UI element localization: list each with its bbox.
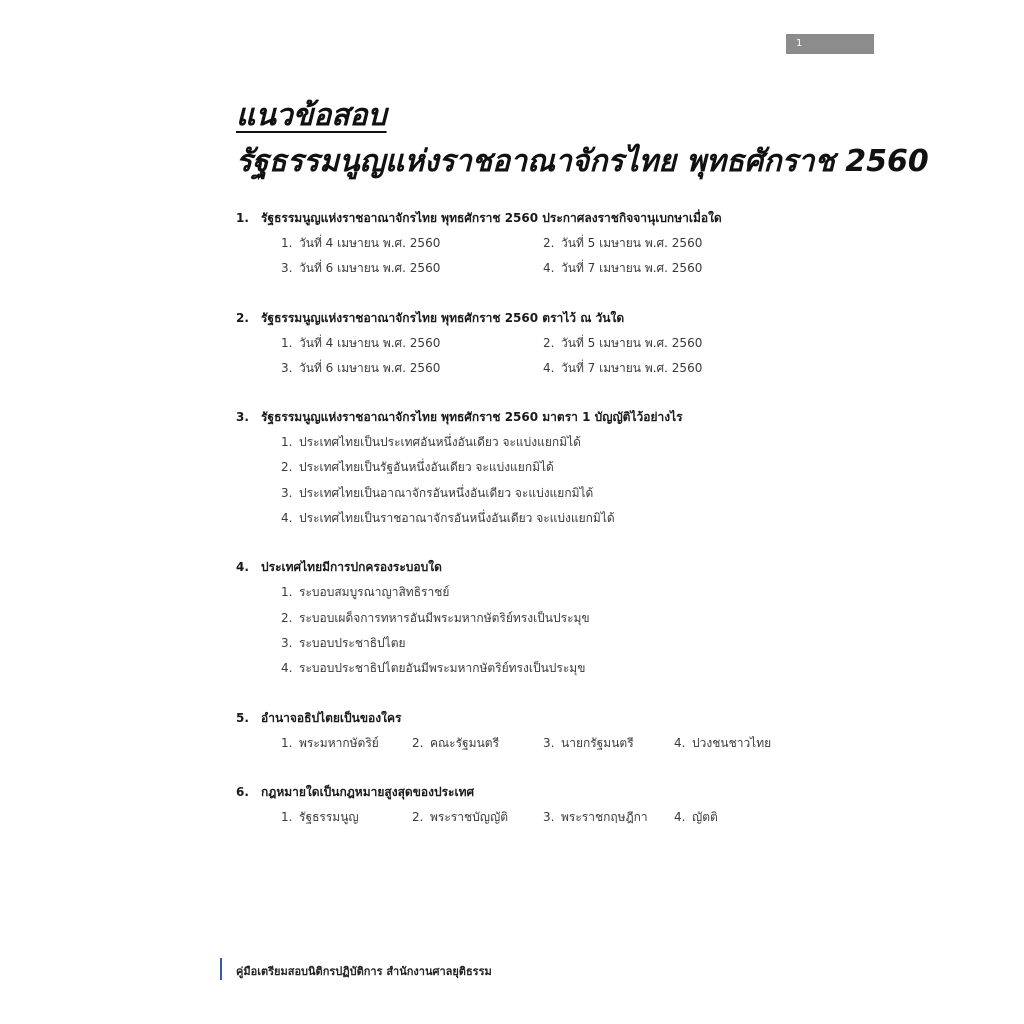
- option-number: 1.: [281, 809, 293, 824]
- option-number: 4.: [281, 511, 293, 526]
- option-number: 1.: [281, 735, 293, 750]
- question-prompt: [236, 780, 836, 805]
- option-number: 3.: [281, 360, 293, 375]
- option-text: รัฐธรรมนูญ: [299, 809, 359, 824]
- option-number: 2.: [281, 460, 293, 475]
- question-2: [236, 306, 836, 382]
- question-6: [236, 780, 836, 830]
- option-text: วันที่ 5 เมษายน พ.ศ. 2560: [561, 236, 703, 250]
- question-number: 6.: [236, 784, 249, 799]
- answer-option: [674, 731, 805, 756]
- answer-options: [236, 805, 836, 830]
- option-text: พระราชบัญญัติ: [430, 809, 508, 824]
- question-text: ประเทศไทยมีการปกครองระบอบใด: [261, 560, 442, 575]
- answer-option: [281, 606, 836, 631]
- option-text: พระมหากษัตริย์: [299, 735, 379, 750]
- question-number: 3.: [236, 410, 249, 425]
- answer-options: [236, 331, 836, 382]
- answer-option: [281, 331, 543, 356]
- answer-options: [236, 430, 836, 531]
- option-number: 2.: [412, 809, 424, 824]
- answer-option: [281, 805, 412, 830]
- option-number: 4.: [281, 661, 293, 676]
- answer-option: [543, 356, 805, 381]
- option-text: วันที่ 5 เมษายน พ.ศ. 2560: [561, 335, 703, 350]
- answer-option: [281, 506, 836, 531]
- option-text: ระบอบประชาธิปไตยอันมีพระมหากษัตริย์ทรงเป็นประมุข: [299, 661, 586, 676]
- page-number-badge: [786, 34, 874, 54]
- option-text: ญัตติ: [692, 809, 718, 824]
- option-text: ระบอบสมบูรณาญาสิทธิราชย์: [299, 585, 450, 600]
- option-text: พระราชกฤษฎีกา: [561, 809, 648, 824]
- option-text: ปวงชนชาวไทย: [692, 735, 772, 750]
- footer-accent-bar: [220, 958, 222, 980]
- option-number: 2.: [412, 735, 424, 750]
- option-text: วันที่ 4 เมษายน พ.ศ. 2560: [299, 236, 441, 250]
- option-text: ประเทศไทยเป็นราชอาณาจักรอันหนึ่งอันเดียว จะแบ่งแยกมิได้: [299, 511, 615, 526]
- question-prompt: [236, 306, 836, 331]
- question-number: 4.: [236, 560, 249, 575]
- option-number: 3.: [543, 735, 555, 750]
- answer-option: [543, 256, 805, 281]
- option-text: ประเทศไทยเป็นประเทศอันหนึ่งอันเดียว จะแบ่งแยกมิได้: [299, 435, 581, 450]
- option-text: วันที่ 4 เมษายน พ.ศ. 2560: [299, 335, 441, 350]
- answer-option: [412, 805, 543, 830]
- answer-option: [281, 430, 836, 455]
- answer-option: [281, 256, 543, 281]
- answer-option: [281, 231, 543, 256]
- answer-option: [281, 631, 836, 656]
- option-number: 2.: [281, 610, 293, 625]
- question-4: [236, 555, 836, 681]
- option-number: 1.: [281, 585, 293, 600]
- question-text: อำนาจอธิปไตยเป็นของใคร: [261, 710, 402, 725]
- option-number: 1.: [281, 236, 293, 250]
- option-number: 4.: [674, 809, 686, 824]
- answer-option: [281, 656, 836, 681]
- question-prompt: [236, 555, 836, 580]
- question-text: รัฐธรรมนูญแห่งราชอาณาจักรไทย พุทธศักราช 2560 ประกาศลงราชกิจจานุเบกษาเมื่อใด: [261, 211, 722, 225]
- answer-option: [281, 481, 836, 506]
- question-number: 2.: [236, 310, 249, 325]
- option-text: ระบอบเผด็จการทหารอันมีพระมหากษัตริย์ทรงเป็นประมุข: [299, 610, 590, 625]
- option-text: วันที่ 7 เมษายน พ.ศ. 2560: [561, 360, 703, 375]
- question-3: [236, 405, 836, 531]
- question-prompt: [236, 706, 836, 731]
- question-text: รัฐธรรมนูญแห่งราชอาณาจักรไทย พุทธศักราช 2560 มาตรา 1 บัญญัติไว้อย่างไร: [261, 410, 683, 425]
- document-title-heading: แนวข้อสอบ: [236, 98, 387, 133]
- page-number: 1: [796, 38, 803, 49]
- option-number: 2.: [543, 236, 555, 250]
- question-prompt: [236, 405, 836, 430]
- option-text: ประเทศไทยเป็นอาณาจักรอันหนึ่งอันเดียว จะแบ่งแยกมิได้: [299, 485, 594, 500]
- option-number: 4.: [674, 735, 686, 750]
- answer-options: [236, 731, 836, 756]
- document-title-subject: รัฐธรรมนูญแห่งราชอาณาจักรไทย พุทธศักราช 2560: [236, 144, 929, 179]
- option-number: 3.: [281, 485, 293, 500]
- option-text: คณะรัฐมนตรี: [430, 735, 500, 750]
- question-prompt: [236, 206, 836, 231]
- option-number: 3.: [281, 635, 293, 650]
- answer-options: [236, 231, 836, 282]
- answer-option: [543, 231, 805, 256]
- option-text: ประเทศไทยเป็นรัฐอันหนึ่งอันเดียว จะแบ่งแยกมิได้: [299, 460, 554, 475]
- answer-option: [281, 356, 543, 381]
- question-5: [236, 706, 836, 756]
- option-text: วันที่ 6 เมษายน พ.ศ. 2560: [299, 360, 441, 375]
- option-number: 1.: [281, 435, 293, 450]
- option-number: 4.: [543, 261, 555, 276]
- question-number: 5.: [236, 710, 249, 725]
- option-number: 4.: [543, 360, 555, 375]
- answer-option: [281, 731, 412, 756]
- question-text: รัฐธรรมนูญแห่งราชอาณาจักรไทย พุทธศักราช 2560 ตราไว้ ณ วันใด: [261, 310, 625, 325]
- answer-option: [543, 731, 674, 756]
- question-text: กฎหมายใดเป็นกฎหมายสูงสุดของประเทศ: [261, 784, 475, 799]
- option-text: ระบอบประชาธิปไตย: [299, 635, 406, 650]
- question-1: [236, 206, 836, 282]
- option-number: 1.: [281, 335, 293, 350]
- question-list: [236, 206, 836, 854]
- answer-option: [543, 805, 674, 830]
- option-text: นายกรัฐมนตรี: [561, 735, 634, 750]
- answer-option: [412, 731, 543, 756]
- answer-option: [281, 455, 836, 480]
- option-number: 3.: [281, 261, 293, 276]
- option-text: วันที่ 7 เมษายน พ.ศ. 2560: [561, 261, 703, 276]
- option-number: 2.: [543, 335, 555, 350]
- option-number: 3.: [543, 809, 555, 824]
- answer-options: [236, 580, 836, 681]
- answer-option: [543, 331, 805, 356]
- answer-option: [281, 580, 836, 605]
- option-text: วันที่ 6 เมษายน พ.ศ. 2560: [299, 261, 441, 276]
- footer-book-title: คู่มือเตรียมสอบนิติกรปฏิบัติการ สำนักงานศาลยุติธรรม: [236, 965, 492, 978]
- question-number: 1.: [236, 211, 249, 225]
- answer-option: [674, 805, 805, 830]
